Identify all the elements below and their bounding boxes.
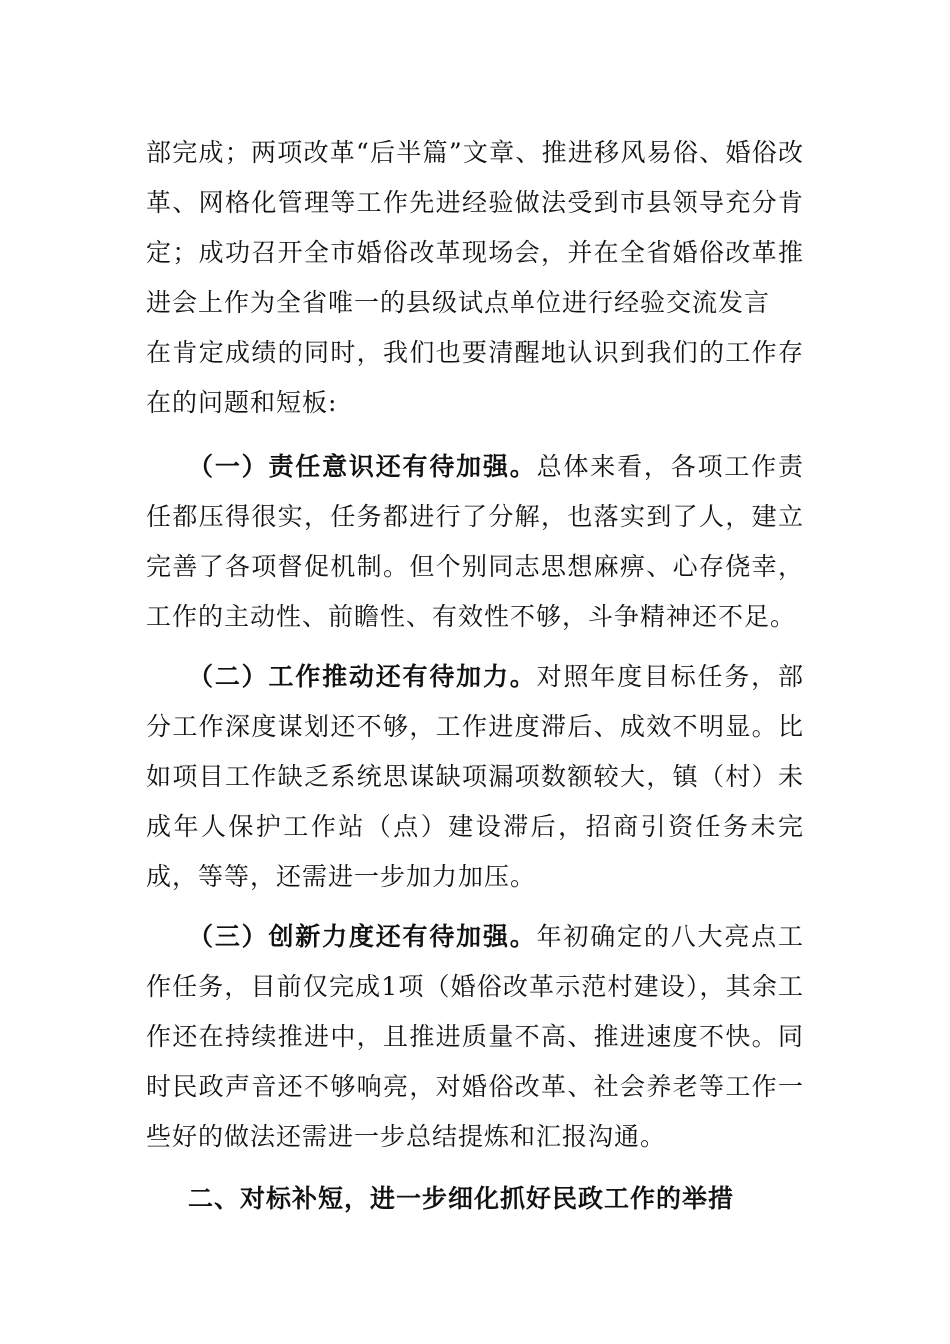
problem-item-2 bbox=[146, 652, 804, 902]
problem-item-1 bbox=[146, 442, 804, 642]
section-heading: 二、对标补短，进一步细化抓好民政工作的举措 bbox=[188, 1184, 735, 1213]
problem-item-2-body: 对照年度目标任务，部分工作深度谋划还不够，工作进度滞后、成效不明显。比如项目工作缺乏系统思谋缺项漏项数额较大，镇（村）未成年人保护工作站（点）建设滞后，招商引资任务未完成，等等，还需进一步加力加压。 bbox=[146, 662, 804, 891]
problem-item-1-body: 总体来看，各项工作责任都压得很实，任务都进行了分解，也落实到了人，建立完善了各项督促机制。但个别同志思想麻痹、心存侥幸，工作的主动性、前瞻性、有效性不够，斗争精神还不足。 bbox=[146, 452, 804, 631]
problem-item-1-lead: （一）责任意识还有待加强。 bbox=[188, 452, 537, 481]
problem-item-3-body: 年初确定的八大亮点工作任务，目前仅完成1项（婚俗改革示范村建设），其余工作还在持续推进中，且推进质量不高、推进速度不快。同时民政声音还不够响亮，对婚俗改革、社会养老等工作一些好的做法还需进一步总结提炼和汇报沟通。 bbox=[146, 922, 804, 1151]
document-page bbox=[146, 128, 804, 1224]
problem-item-2-lead: （二）工作推动还有待加力。 bbox=[188, 662, 537, 691]
problem-item-3-lead: （三）创新力度还有待加强。 bbox=[188, 922, 537, 951]
problem-item-3 bbox=[146, 912, 804, 1162]
problems-intro-paragraph: 在肯定成绩的同时，我们也要清醒地认识到我们的工作存在的问题和短板: bbox=[146, 338, 804, 417]
intro-paragraph: 部完成；两项改革“后半篇”文章、推进移风易俗、婚俗改革、网格化管理等工作先进经验做法受到市县领导充分肯定；成功召开全市婚俗改革现场会，并在全省婚俗改革推进会上作为全省唯一的县级试点单位进行经验交流发言 bbox=[146, 138, 804, 317]
